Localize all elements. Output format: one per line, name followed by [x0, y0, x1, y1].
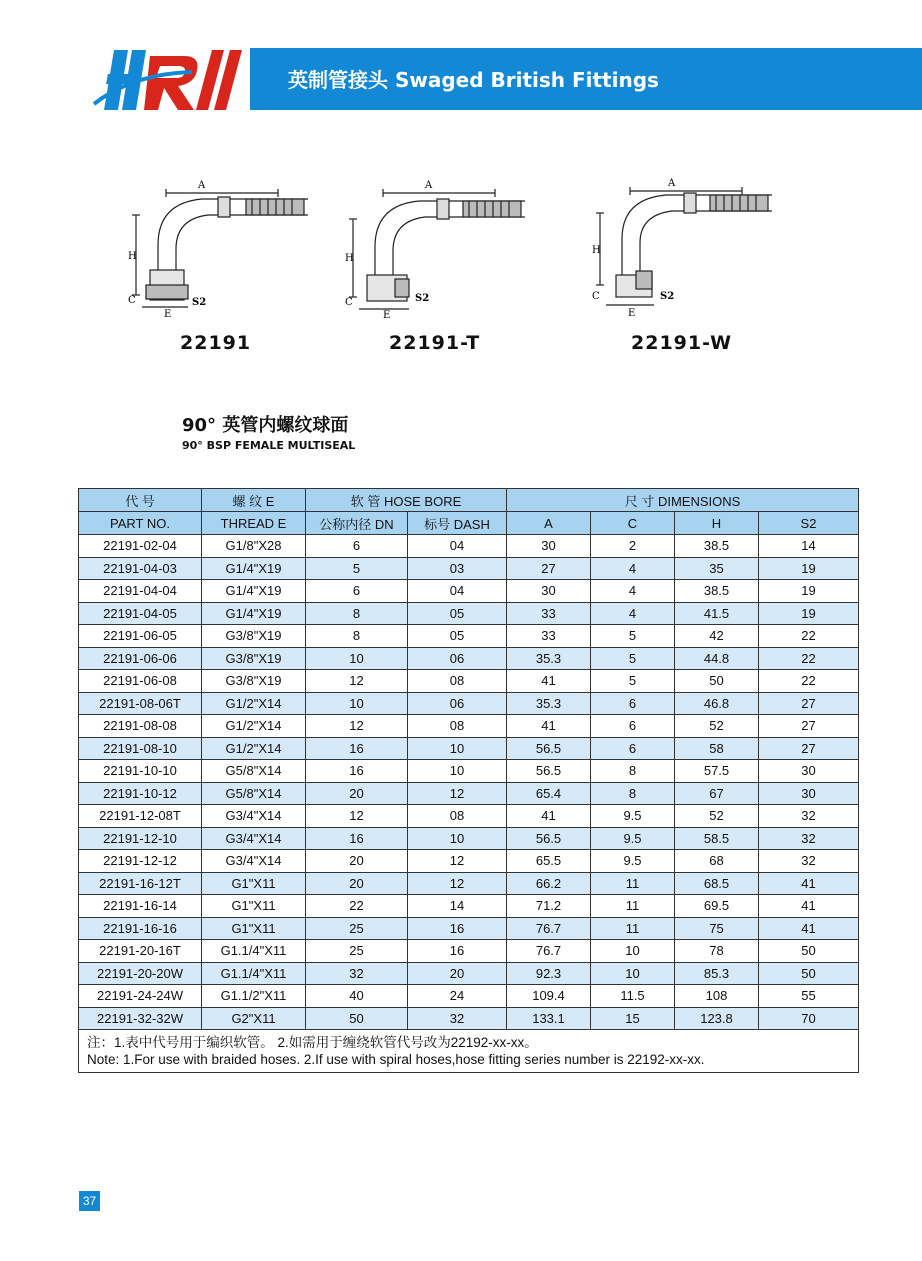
table-cell: 108 — [675, 985, 759, 1008]
header-part-cn: 代 号 — [79, 489, 202, 512]
table-cell: 22 — [759, 625, 859, 648]
fitting-drawing-22191 — [128, 175, 318, 325]
table-cell: 68 — [675, 850, 759, 873]
table-cell: 40 — [306, 985, 408, 1008]
brand-logo — [92, 44, 252, 121]
table-cell: 10 — [408, 760, 507, 783]
table-row — [79, 872, 859, 895]
table-cell: 16 — [306, 737, 408, 760]
table-cell: 15 — [591, 1007, 675, 1030]
table-cell: 12 — [306, 715, 408, 738]
table-cell: 78 — [675, 940, 759, 963]
table-cell: 22191-10-10 — [79, 760, 202, 783]
table-cell: 22191-04-04 — [79, 580, 202, 603]
table-cell: 08 — [408, 715, 507, 738]
table-row — [79, 805, 859, 828]
table-row — [79, 737, 859, 760]
table-cell: 06 — [408, 647, 507, 670]
table-cell: 16 — [306, 760, 408, 783]
table-cell: 22191-02-04 — [79, 535, 202, 558]
header-thread-cn: 螺 纹 E — [202, 489, 306, 512]
table-cell: 22191-20-16T — [79, 940, 202, 963]
table-row — [79, 625, 859, 648]
table-cell: 85.3 — [675, 962, 759, 985]
table-cell: G3/4"X14 — [202, 805, 306, 828]
svg-text:E: E — [628, 308, 636, 319]
table-cell: 19 — [759, 557, 859, 580]
table-cell: 22191-08-08 — [79, 715, 202, 738]
table-cell: G3/4"X14 — [202, 827, 306, 850]
fitting-drawing-22191-t — [345, 175, 535, 325]
spec-table — [78, 488, 859, 1073]
table-cell: 4 — [591, 602, 675, 625]
table-cell: 22191-24-24W — [79, 985, 202, 1008]
table-cell: 6 — [591, 715, 675, 738]
table-cell: 04 — [408, 580, 507, 603]
table-cell: 41 — [507, 670, 591, 693]
table-cell: 56.5 — [507, 827, 591, 850]
table-cell: 38.5 — [675, 580, 759, 603]
table-cell: 10 — [408, 737, 507, 760]
table-row — [79, 760, 859, 783]
table-row — [79, 580, 859, 603]
table-cell: G3/8"X19 — [202, 647, 306, 670]
table-cell: 22191-20-20W — [79, 962, 202, 985]
table-cell: 22191-12-08T — [79, 805, 202, 828]
table-row — [79, 1007, 859, 1030]
subtitle-cn: 90° 英管内螺纹球面 — [182, 415, 349, 436]
table-cell: 41 — [507, 715, 591, 738]
part-label-22191: 22191 — [180, 332, 252, 354]
svg-text:C: C — [128, 295, 136, 306]
table-cell: 22191-04-03 — [79, 557, 202, 580]
table-cell: 08 — [408, 805, 507, 828]
table-cell: 38.5 — [675, 535, 759, 558]
table-cell: 04 — [408, 535, 507, 558]
table-cell: 22 — [306, 895, 408, 918]
table-cell: 11.5 — [591, 985, 675, 1008]
table-cell: 14 — [408, 895, 507, 918]
table-cell: G1"X11 — [202, 872, 306, 895]
table-cell: 22191-06-06 — [79, 647, 202, 670]
table-cell: 30 — [507, 535, 591, 558]
table-cell: 32 — [759, 850, 859, 873]
fitting-drawing-22191-w — [592, 175, 782, 325]
table-cell: 50 — [306, 1007, 408, 1030]
table-cell: G5/8"X14 — [202, 760, 306, 783]
part-label-22191-t: 22191-T — [389, 332, 481, 354]
table-cell: 42 — [675, 625, 759, 648]
table-cell: 2 — [591, 535, 675, 558]
table-cell: 22191-06-05 — [79, 625, 202, 648]
table-cell: G1/2"X14 — [202, 737, 306, 760]
table-cell: 30 — [759, 782, 859, 805]
header-h: H — [675, 512, 759, 535]
table-cell: 22191-12-12 — [79, 850, 202, 873]
table-cell: 08 — [408, 670, 507, 693]
table-cell: 41.5 — [675, 602, 759, 625]
table-cell: 19 — [759, 580, 859, 603]
table-cell: 5 — [591, 625, 675, 648]
table-cell: 6 — [591, 692, 675, 715]
table-cell: 03 — [408, 557, 507, 580]
table-cell: 10 — [306, 692, 408, 715]
table-row — [79, 782, 859, 805]
table-row — [79, 895, 859, 918]
table-row — [79, 827, 859, 850]
table-cell: 05 — [408, 602, 507, 625]
table-cell: 24 — [408, 985, 507, 1008]
header-c: C — [591, 512, 675, 535]
table-cell: 33 — [507, 625, 591, 648]
hr-logo-icon — [92, 44, 252, 116]
table-cell: 22191-16-14 — [79, 895, 202, 918]
table-cell: 50 — [759, 962, 859, 985]
table-row — [79, 962, 859, 985]
table-cell: 56.5 — [507, 760, 591, 783]
table-row — [79, 985, 859, 1008]
svg-text:H: H — [592, 245, 601, 256]
table-cell: 71.2 — [507, 895, 591, 918]
svg-text:H: H — [345, 253, 354, 264]
table-cell: 14 — [759, 535, 859, 558]
table-cell: 22191-04-05 — [79, 602, 202, 625]
table-cell: 12 — [408, 850, 507, 873]
table-cell: 65.4 — [507, 782, 591, 805]
table-cell: 6 — [306, 535, 408, 558]
table-cell: G1.1/4"X11 — [202, 962, 306, 985]
table-cell: 22191-12-10 — [79, 827, 202, 850]
table-cell: 46.8 — [675, 692, 759, 715]
table-cell: 5 — [591, 647, 675, 670]
table-cell: G1"X11 — [202, 895, 306, 918]
table-cell: G1/2"X14 — [202, 715, 306, 738]
header-hose-bore: 软 管 HOSE BORE — [306, 489, 507, 512]
table-cell: 44.8 — [675, 647, 759, 670]
table-cell: 67 — [675, 782, 759, 805]
table-cell: 12 — [306, 805, 408, 828]
svg-text:S2: S2 — [660, 291, 675, 302]
table-cell: 30 — [507, 580, 591, 603]
table-cell: G1"X11 — [202, 917, 306, 940]
table-cell: 22191-16-12T — [79, 872, 202, 895]
table-row — [79, 647, 859, 670]
table-cell: 25 — [306, 917, 408, 940]
table-cell: 32 — [759, 805, 859, 828]
header-s2: S2 — [759, 512, 859, 535]
header-dash: 标号 DASH — [408, 512, 507, 535]
table-cell: 12 — [408, 872, 507, 895]
table-cell: 35.3 — [507, 692, 591, 715]
table-row — [79, 692, 859, 715]
table-row — [79, 917, 859, 940]
table-cell: 52 — [675, 805, 759, 828]
table-cell: 06 — [408, 692, 507, 715]
table-cell: G3/8"X19 — [202, 625, 306, 648]
table-cell: G3/4"X14 — [202, 850, 306, 873]
table-cell: G1/4"X19 — [202, 602, 306, 625]
header-title: 英制管接头 Swaged British Fittings — [288, 68, 659, 92]
table-row — [79, 535, 859, 558]
table-cell: G1/4"X19 — [202, 580, 306, 603]
svg-text:A: A — [198, 180, 206, 191]
table-cell: 76.7 — [507, 917, 591, 940]
table-note — [79, 1030, 859, 1073]
table-cell: 22 — [759, 647, 859, 670]
table-cell: 76.7 — [507, 940, 591, 963]
table-cell: 12 — [408, 782, 507, 805]
table-cell: 11 — [591, 872, 675, 895]
header-a: A — [507, 512, 591, 535]
table-cell: 66.2 — [507, 872, 591, 895]
table-cell: 20 — [408, 962, 507, 985]
spec-table-body — [79, 535, 859, 1030]
table-cell: 109.4 — [507, 985, 591, 1008]
table-cell: 5 — [306, 557, 408, 580]
table-cell: 8 — [306, 625, 408, 648]
table-cell: 27 — [759, 692, 859, 715]
table-cell: 10 — [591, 940, 675, 963]
table-cell: 70 — [759, 1007, 859, 1030]
table-row — [79, 557, 859, 580]
table-cell: 8 — [591, 760, 675, 783]
svg-text:A: A — [425, 180, 433, 191]
table-cell: 22191-08-06T — [79, 692, 202, 715]
table-cell: 4 — [591, 557, 675, 580]
table-cell: 11 — [591, 917, 675, 940]
table-cell: 05 — [408, 625, 507, 648]
table-cell: 16 — [408, 940, 507, 963]
table-cell: 32 — [408, 1007, 507, 1030]
table-cell: 30 — [759, 760, 859, 783]
table-cell: 6 — [306, 580, 408, 603]
table-cell: 123.8 — [675, 1007, 759, 1030]
table-cell: 58.5 — [675, 827, 759, 850]
table-cell: 27 — [759, 715, 859, 738]
header-part-en: PART NO. — [79, 512, 202, 535]
table-cell: 10 — [591, 962, 675, 985]
table-cell: 41 — [759, 872, 859, 895]
table-cell: G1/4"X19 — [202, 557, 306, 580]
table-cell: 32 — [306, 962, 408, 985]
table-cell: 56.5 — [507, 737, 591, 760]
svg-text:S2: S2 — [415, 293, 430, 304]
table-cell: 16 — [408, 917, 507, 940]
page-number: 37 — [79, 1191, 100, 1211]
table-cell: 41 — [507, 805, 591, 828]
svg-text:C: C — [345, 297, 353, 308]
table-cell: 12 — [306, 670, 408, 693]
header-dn: 公称内径 DN — [306, 512, 408, 535]
svg-text:S2: S2 — [192, 297, 207, 308]
elbow-fitting-icon — [592, 175, 782, 320]
note-cn: 注：1.表中代号用于编织软管。 2.如需用于缠绕软管代号改为22192-xx-xx。 — [87, 1035, 538, 1050]
table-cell: 57.5 — [675, 760, 759, 783]
table-cell: G3/8"X19 — [202, 670, 306, 693]
table-cell: 4 — [591, 580, 675, 603]
table-cell: 35.3 — [507, 647, 591, 670]
table-cell: G1/2"X14 — [202, 692, 306, 715]
table-row — [79, 940, 859, 963]
table-cell: 35 — [675, 557, 759, 580]
table-cell: 22191-08-10 — [79, 737, 202, 760]
table-cell: 75 — [675, 917, 759, 940]
table-cell: 22191-32-32W — [79, 1007, 202, 1030]
table-cell: 10 — [306, 647, 408, 670]
table-cell: 58 — [675, 737, 759, 760]
table-cell: 8 — [306, 602, 408, 625]
table-cell: 20 — [306, 850, 408, 873]
table-cell: 68.5 — [675, 872, 759, 895]
subtitle-en: 90° BSP FEMALE MULTISEAL — [182, 439, 356, 452]
table-cell: 9.5 — [591, 805, 675, 828]
table-cell: 92.3 — [507, 962, 591, 985]
table-cell: 22191-06-08 — [79, 670, 202, 693]
table-cell: 32 — [759, 827, 859, 850]
table-cell: 22191-10-12 — [79, 782, 202, 805]
header-thread-en: THREAD E — [202, 512, 306, 535]
table-cell: 65.5 — [507, 850, 591, 873]
table-cell: 9.5 — [591, 827, 675, 850]
table-cell: 41 — [759, 917, 859, 940]
table-cell: 69.5 — [675, 895, 759, 918]
table-cell: 33 — [507, 602, 591, 625]
table-cell: G1/8"X28 — [202, 535, 306, 558]
table-row — [79, 715, 859, 738]
table-cell: 133.1 — [507, 1007, 591, 1030]
elbow-fitting-icon — [345, 175, 535, 320]
table-cell: G5/8"X14 — [202, 782, 306, 805]
table-row — [79, 602, 859, 625]
part-label-22191-w: 22191-W — [631, 332, 733, 354]
note-en: Note: 1.For use with braided hoses. 2.If use with spiral hoses,hose fitting series number is 22192-xx-xx. — [87, 1052, 705, 1067]
table-cell: 27 — [759, 737, 859, 760]
table-cell: 52 — [675, 715, 759, 738]
table-cell: G1.1/2"X11 — [202, 985, 306, 1008]
table-cell: 9.5 — [591, 850, 675, 873]
svg-text:E: E — [383, 310, 391, 320]
table-cell: 50 — [759, 940, 859, 963]
table-cell: G1.1/4"X11 — [202, 940, 306, 963]
table-cell: 5 — [591, 670, 675, 693]
svg-text:C: C — [592, 291, 600, 302]
table-cell: 41 — [759, 895, 859, 918]
svg-text:H: H — [128, 251, 137, 262]
table-row — [79, 670, 859, 693]
table-cell: 20 — [306, 872, 408, 895]
table-cell: 10 — [408, 827, 507, 850]
svg-text:A: A — [668, 178, 676, 189]
table-cell: 6 — [591, 737, 675, 760]
table-cell: 16 — [306, 827, 408, 850]
header-dimensions: 尺 寸 DIMENSIONS — [507, 489, 859, 512]
table-cell: 11 — [591, 895, 675, 918]
table-cell: 25 — [306, 940, 408, 963]
table-cell: 19 — [759, 602, 859, 625]
table-cell: 50 — [675, 670, 759, 693]
table-row — [79, 850, 859, 873]
table-cell: 27 — [507, 557, 591, 580]
table-cell: 8 — [591, 782, 675, 805]
elbow-fitting-icon — [128, 175, 318, 320]
table-cell: G2"X11 — [202, 1007, 306, 1030]
table-cell: 55 — [759, 985, 859, 1008]
table-cell: 22191-16-16 — [79, 917, 202, 940]
svg-text:E: E — [164, 309, 172, 320]
table-cell: 20 — [306, 782, 408, 805]
table-cell: 22 — [759, 670, 859, 693]
